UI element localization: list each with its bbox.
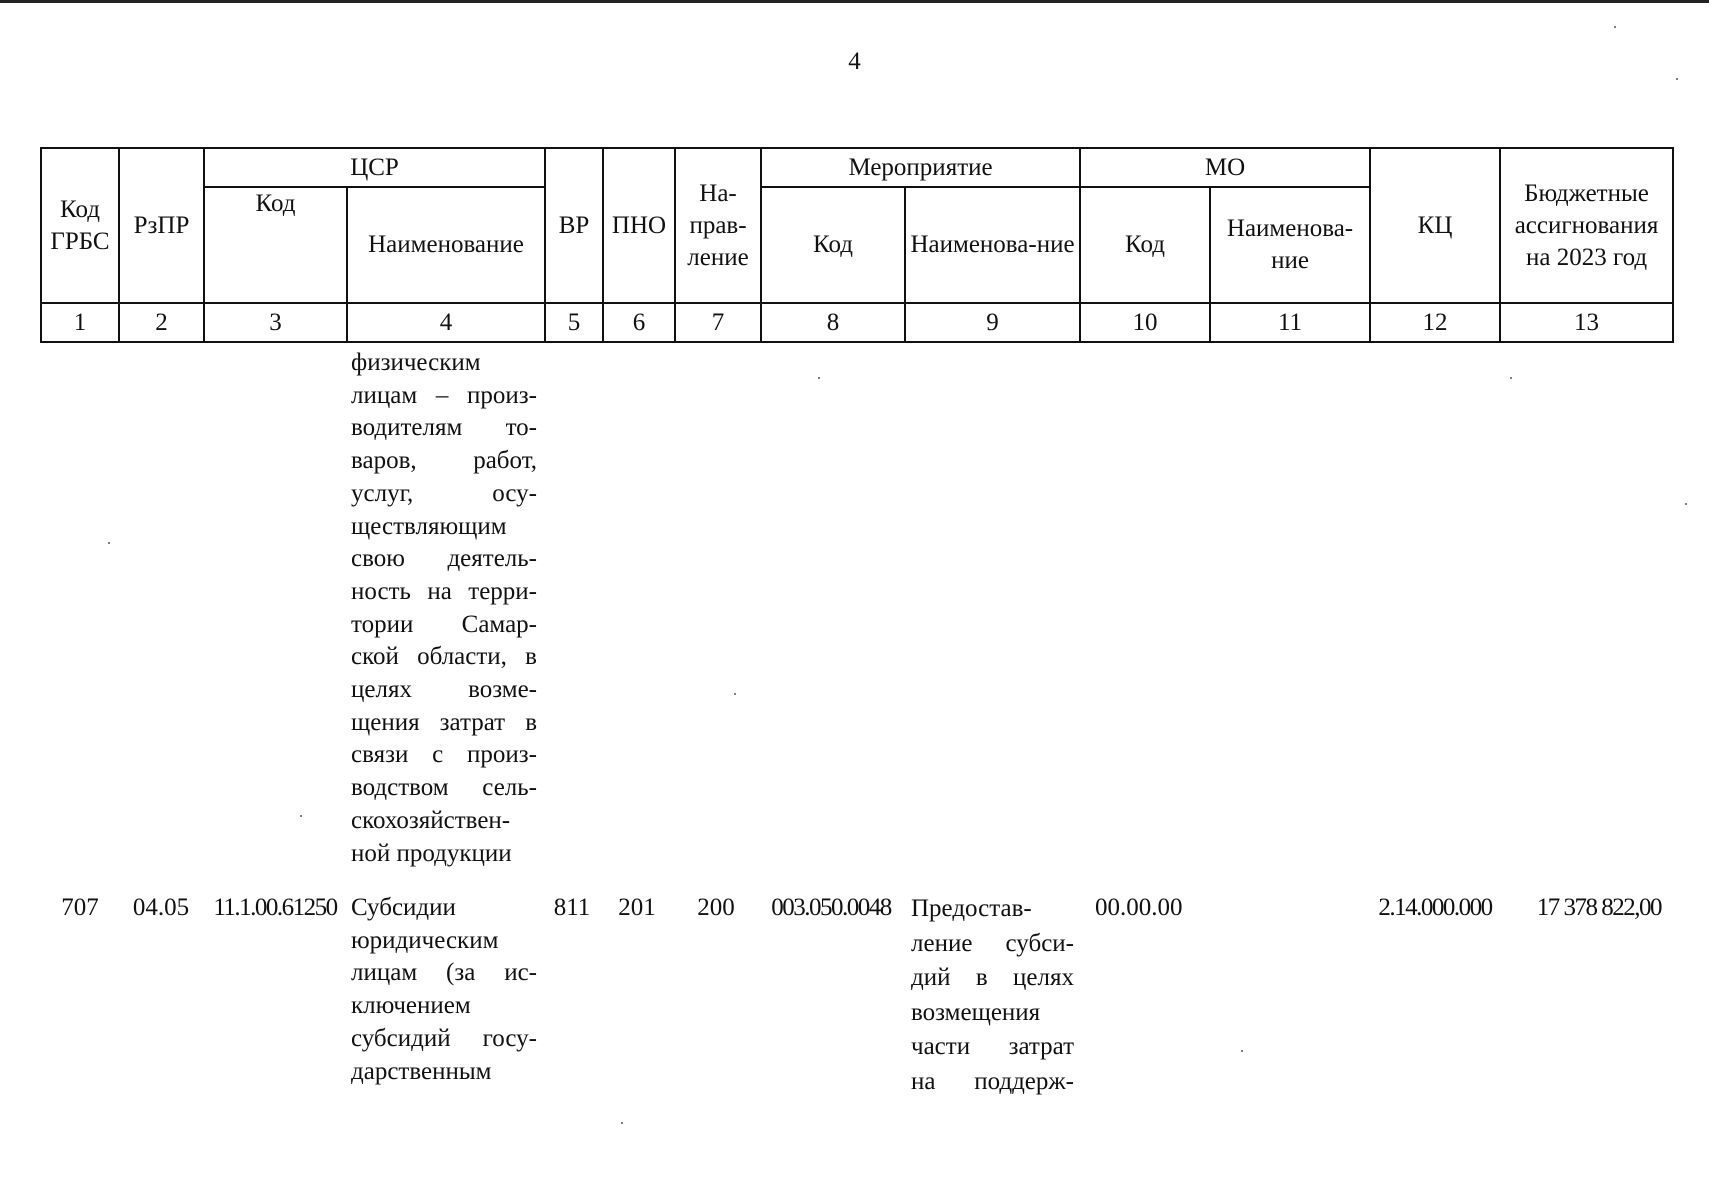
scan-speck bbox=[1685, 503, 1687, 505]
row-event-name bbox=[911, 892, 1074, 1099]
text-line: ность на терри- bbox=[351, 577, 537, 605]
header-mo-code: Код bbox=[1080, 187, 1210, 303]
text-line: субсидий госу- bbox=[351, 1024, 537, 1052]
header-event-code: Код bbox=[761, 187, 905, 303]
text-line: дарственным bbox=[351, 1057, 492, 1085]
column-number: 8 bbox=[761, 303, 905, 342]
row-grbs: 707 bbox=[61, 894, 99, 921]
column-number: 4 bbox=[347, 303, 545, 342]
scan-speck bbox=[818, 377, 820, 379]
scan-speck bbox=[1676, 78, 1678, 80]
column-number: 11 bbox=[1210, 303, 1370, 342]
column-number: 5 bbox=[545, 303, 603, 342]
row-csr-name bbox=[351, 892, 537, 1088]
header-csr: ЦСР bbox=[204, 148, 545, 187]
scan-speck bbox=[300, 815, 302, 817]
text-line: водством сель- bbox=[351, 774, 537, 802]
column-number: 2 bbox=[119, 303, 204, 342]
scan-speck bbox=[1510, 377, 1512, 379]
scan-speck bbox=[108, 542, 110, 544]
header-kc: КЦ bbox=[1370, 148, 1500, 303]
header-event: Мероприятие bbox=[761, 148, 1080, 187]
page-number: 4 bbox=[848, 48, 861, 75]
budget-table-header bbox=[40, 147, 1674, 343]
row-budget: 17 378 822,00 bbox=[1536, 894, 1661, 921]
page-top-border bbox=[0, 0, 1709, 3]
text-line: целях возме- bbox=[351, 676, 537, 704]
text-line: возмещения bbox=[911, 998, 1041, 1026]
row-csr-code: 11.1.00.61250 bbox=[213, 894, 337, 921]
row-direction: 200 bbox=[697, 894, 735, 921]
scan-speck bbox=[734, 693, 736, 695]
header-grbs: Код ГРБС bbox=[41, 148, 119, 303]
text-line: ной продукции bbox=[351, 839, 512, 867]
text-line: лицам (за ис- bbox=[351, 959, 537, 987]
text-line: части затрат bbox=[911, 1033, 1074, 1060]
row-pno: 201 bbox=[618, 894, 656, 921]
column-number: 6 bbox=[603, 303, 675, 342]
text-line: свою деятель- bbox=[351, 545, 537, 573]
text-line: Предостав- bbox=[911, 895, 1032, 922]
scan-speck bbox=[1614, 26, 1616, 28]
text-line: физическим bbox=[351, 349, 481, 376]
header-budget: Бюджетные ассигнования на 2023 год bbox=[1500, 148, 1673, 303]
text-line: на поддерж- bbox=[911, 1067, 1074, 1095]
text-line: ществляющим bbox=[351, 512, 507, 540]
text-line: дий в целях bbox=[911, 964, 1074, 991]
header-csr-code: Код bbox=[204, 187, 347, 303]
header-pno: ПНО bbox=[603, 148, 675, 303]
column-number: 12 bbox=[1370, 303, 1500, 342]
text-line: тории Самар- bbox=[351, 610, 537, 638]
header-mo-name: Наименова-ние bbox=[1210, 187, 1370, 303]
header-event-name: Наименова-ние bbox=[905, 187, 1080, 303]
text-line: услуг, осу- bbox=[351, 479, 537, 507]
row-event-code: 003.050.0048 bbox=[771, 894, 891, 921]
header-direction: На-прав-ление bbox=[675, 148, 761, 303]
header-csr-name: Наименование bbox=[347, 187, 545, 303]
scan-speck bbox=[1241, 1050, 1243, 1052]
column-number: 7 bbox=[675, 303, 761, 342]
text-line: водителям то- bbox=[351, 414, 537, 442]
header-vr: ВР bbox=[545, 148, 603, 303]
row-rzpr: 04.05 bbox=[132, 894, 190, 921]
continuation-text bbox=[351, 347, 537, 870]
row-kc: 2.14.000.000 bbox=[1378, 894, 1492, 921]
column-number: 13 bbox=[1500, 303, 1673, 342]
row-vr: 811 bbox=[553, 894, 591, 921]
header-mo: МО bbox=[1080, 148, 1370, 187]
row-mo-code: 00.00.00 bbox=[1095, 894, 1183, 921]
text-line: юридическим bbox=[351, 926, 499, 954]
scan-speck bbox=[621, 1122, 623, 1124]
column-number: 1 bbox=[41, 303, 119, 342]
text-line: связи с произ- bbox=[351, 741, 537, 769]
column-number: 3 bbox=[204, 303, 347, 342]
text-line: щения затрат в bbox=[351, 708, 537, 736]
text-line: скохозяйствен- bbox=[351, 806, 511, 834]
header-rzpr: РзПР bbox=[119, 148, 204, 303]
text-line: ление субси- bbox=[911, 929, 1074, 957]
text-line: ключением bbox=[351, 992, 471, 1020]
text-line: Субсидии bbox=[351, 894, 456, 921]
text-line: варов, работ, bbox=[351, 447, 537, 475]
column-number: 10 bbox=[1080, 303, 1210, 342]
text-line: ской области, в bbox=[351, 643, 537, 671]
text-line: лицам – произ- bbox=[351, 381, 537, 409]
column-number: 9 bbox=[905, 303, 1080, 342]
